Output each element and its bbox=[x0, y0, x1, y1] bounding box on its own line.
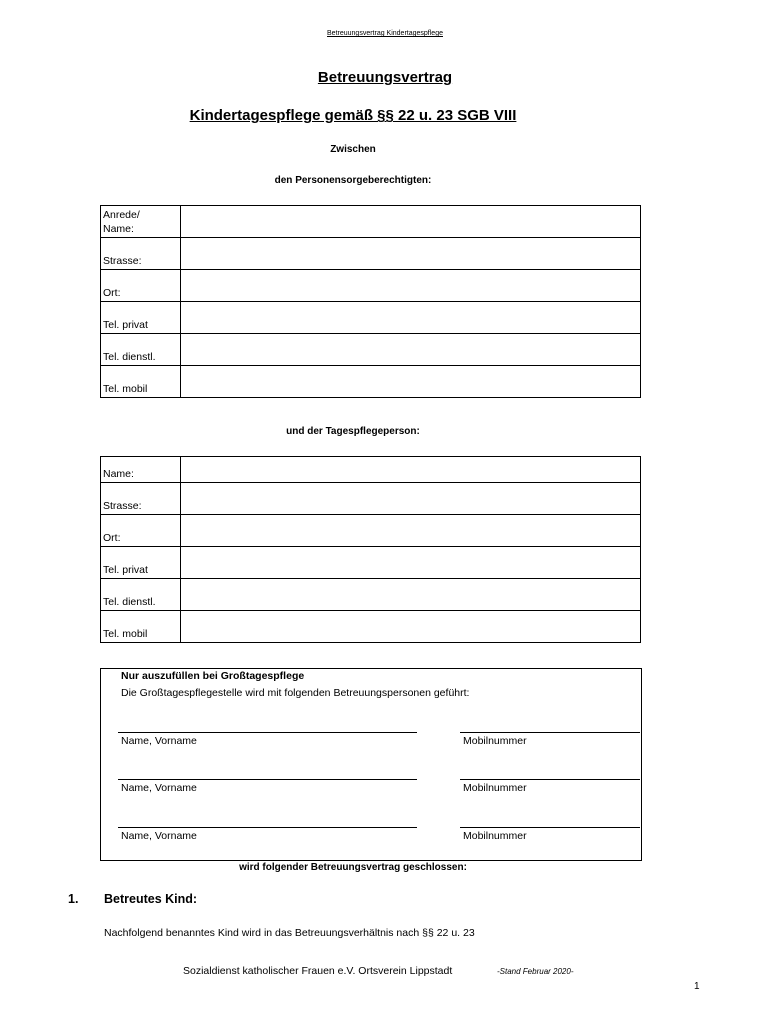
mobile-label: Mobilnummer bbox=[463, 735, 527, 747]
mobile-label: Mobilnummer bbox=[463, 830, 527, 842]
field-label-part: Anrede/ bbox=[103, 209, 140, 221]
table-row bbox=[101, 457, 641, 483]
field-label-part: Name: bbox=[103, 223, 134, 235]
document-title: Betreuungsvertrag bbox=[317, 69, 453, 86]
guardian-street-field[interactable] bbox=[180, 238, 640, 270]
document-subtitle: Kindertagespflege gemäß §§ 22 u. 23 SGB VIII bbox=[189, 107, 517, 124]
table-row bbox=[101, 515, 641, 547]
guardian-phone-private-field[interactable] bbox=[180, 302, 640, 334]
field-label: Tel. mobil bbox=[101, 611, 181, 643]
name-signature-line[interactable] bbox=[118, 779, 417, 780]
caregiver-table bbox=[100, 456, 641, 643]
table-row bbox=[101, 238, 641, 270]
caregiver-phone-private-field[interactable] bbox=[180, 547, 640, 579]
field-label: Strasse: bbox=[101, 483, 181, 515]
running-header: Betreuungsvertrag Kindertagespflege bbox=[327, 30, 443, 37]
caregiver-phone-mobile-field[interactable] bbox=[180, 611, 640, 643]
field-label: Tel. mobil bbox=[101, 366, 181, 398]
page-number: 1 bbox=[694, 981, 700, 992]
table-row bbox=[101, 334, 641, 366]
mobile-signature-line[interactable] bbox=[460, 827, 640, 828]
field-label-salutation-name bbox=[101, 206, 181, 238]
between-label: Zwischen bbox=[330, 144, 376, 155]
field-label: Strasse: bbox=[101, 238, 181, 270]
guardians-heading: den Personensorgeberechtigten: bbox=[274, 175, 432, 186]
guardian-phone-mobile-field[interactable] bbox=[180, 366, 640, 398]
mobile-signature-line[interactable] bbox=[460, 732, 640, 733]
field-label: Ort: bbox=[101, 270, 181, 302]
field-label: Name: bbox=[101, 457, 181, 483]
caregiver-phone-work-field[interactable] bbox=[180, 579, 640, 611]
table-row bbox=[101, 366, 641, 398]
field-label: Tel. privat bbox=[101, 547, 181, 579]
guardian-city-field[interactable] bbox=[180, 270, 640, 302]
table-row bbox=[101, 302, 641, 334]
section-number: 1. bbox=[68, 892, 79, 906]
field-label: Tel. dienstl. bbox=[101, 334, 181, 366]
footer-organization: Sozialdienst katholischer Frauen e.V. Ortsverein Lippstadt bbox=[183, 965, 453, 977]
table-row bbox=[101, 483, 641, 515]
table-row bbox=[101, 611, 641, 643]
table-row bbox=[101, 270, 641, 302]
guardian-name-field[interactable] bbox=[180, 206, 640, 238]
caregiver-street-field[interactable] bbox=[180, 483, 640, 515]
box-description: Die Großtagespflegestelle wird mit folgenden Betreuungspersonen geführt: bbox=[121, 687, 470, 699]
name-label: Name, Vorname bbox=[121, 735, 197, 747]
table-row bbox=[101, 206, 641, 238]
mobile-label: Mobilnummer bbox=[463, 782, 527, 794]
table-row bbox=[101, 579, 641, 611]
field-label: Tel. dienstl. bbox=[101, 579, 181, 611]
field-label: Ort: bbox=[101, 515, 181, 547]
caregiver-heading: und der Tagespflegeperson: bbox=[286, 426, 420, 437]
guardians-table bbox=[100, 205, 641, 398]
section-title: Betreutes Kind: bbox=[104, 892, 198, 906]
name-label: Name, Vorname bbox=[121, 782, 197, 794]
table-row bbox=[101, 547, 641, 579]
name-signature-line[interactable] bbox=[118, 732, 417, 733]
caregiver-name-field[interactable] bbox=[180, 457, 640, 483]
name-signature-line[interactable] bbox=[118, 827, 417, 828]
guardian-phone-work-field[interactable] bbox=[180, 334, 640, 366]
mobile-signature-line[interactable] bbox=[460, 779, 640, 780]
section-text: Nachfolgend benanntes Kind wird in das Betreuungsverhältnis nach §§ 22 u. 23 bbox=[104, 927, 475, 939]
box-title: Nur auszufüllen bei Großtagespflege bbox=[121, 670, 305, 682]
field-label: Tel. privat bbox=[101, 302, 181, 334]
caregiver-city-field[interactable] bbox=[180, 515, 640, 547]
footer-date-note: -Stand Februar 2020- bbox=[497, 967, 574, 976]
name-label: Name, Vorname bbox=[121, 830, 197, 842]
contract-concluded-label: wird folgender Betreuungsvertrag geschlossen: bbox=[239, 862, 467, 873]
